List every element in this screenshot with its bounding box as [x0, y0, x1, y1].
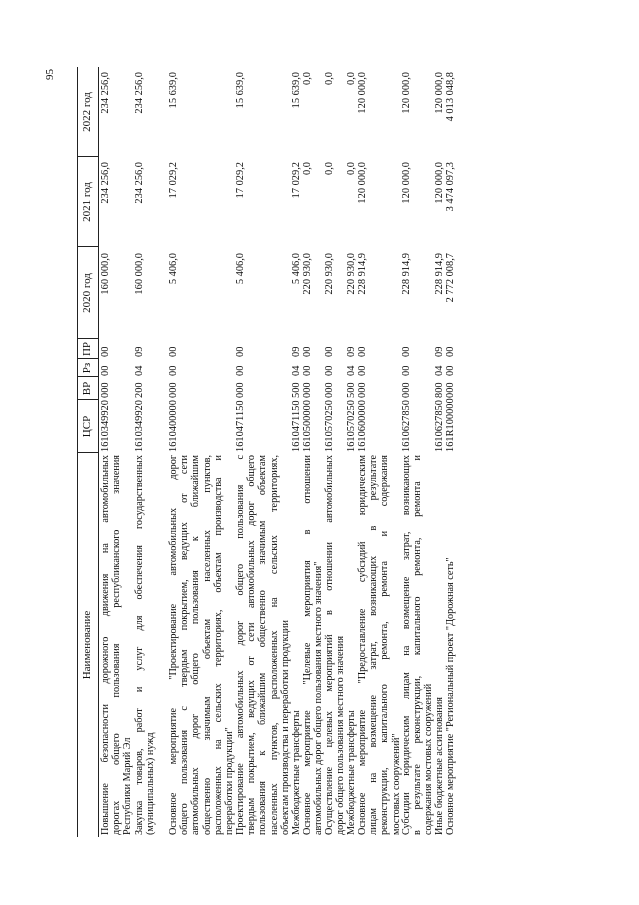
row-name-line: содержания мостовых сооружений: [423, 683, 435, 835]
row-csr: 1610570250: [324, 400, 335, 452]
row-name: [346, 455, 357, 835]
row-2021-value: 17 029,2: [235, 162, 246, 199]
row-2020-value: 2 772 008,7: [445, 253, 456, 303]
row-2021-value: 0,0: [346, 162, 357, 175]
row-2020-value: 160 000,0: [134, 253, 145, 295]
row-csr: 161R100000: [445, 398, 456, 452]
row-name-line: Закупка товаров, работ и услуг для обеспечения государственных: [134, 455, 145, 835]
row-rz: 00: [445, 365, 456, 376]
row-pr: 00: [235, 346, 246, 357]
row-rz: 00: [100, 365, 111, 376]
row-2022-value: 4 013 048,8: [445, 72, 456, 122]
row-rz: 00: [168, 365, 179, 376]
row-2022-value: 234 256,0: [134, 72, 145, 114]
row-2020-value: 5 406,0: [291, 253, 302, 285]
row-vr: 000: [357, 382, 368, 398]
row-pr: 09: [434, 346, 445, 357]
row-name: [100, 455, 134, 835]
header-vr: ВР: [81, 381, 93, 396]
row-name-line: Межбюджетные трансферты: [291, 710, 302, 835]
row-2022-value: 15 639,0: [291, 72, 302, 109]
row-2022-value: 15 639,0: [168, 72, 179, 109]
row-2020-value: 160 000,0: [100, 253, 111, 295]
header-2021: 2021 год: [81, 182, 93, 222]
row-csr: 1610349920: [134, 400, 145, 452]
row-name-line: твердым покрытием, ведущих от сети автомобильных дорог общего: [246, 455, 258, 835]
page-number: 95: [44, 69, 56, 80]
row-pr: 09: [346, 346, 357, 357]
header-2022: 2022 год: [81, 92, 93, 132]
row-2022-value: 0,0: [346, 72, 357, 85]
row-name-line: Проектирование автомобильных дорог общего пользования с: [235, 455, 246, 835]
row-2020-value: 5 406,0: [235, 253, 246, 285]
row-vr: 500: [346, 382, 357, 398]
row-name-line: (муниципальных) нужд: [145, 732, 157, 835]
row-rz: 00: [302, 365, 313, 376]
row-2021-value: 3 474 097,3: [445, 162, 456, 212]
row-name-line: пользования к ближайшим общественно значимым объектам: [257, 455, 269, 835]
row-2020-value: 228 914,9: [357, 253, 368, 295]
row-name-line: Основное мероприятие "Проектирование автомобильных дорог: [168, 455, 179, 835]
row-2021-value: 17 029,2: [168, 162, 179, 199]
row-2021-value: 234 256,0: [134, 162, 145, 204]
row-name-line: лицам на возмещение затрат, возникающих в результате: [368, 455, 380, 835]
row-name: [324, 455, 346, 835]
row-name-line: переработки продукции": [224, 727, 236, 835]
row-pr: 00: [324, 346, 335, 357]
row-name: [445, 455, 456, 835]
row-pr: 00: [445, 346, 456, 357]
row-2022-value: 120 000,0: [434, 72, 445, 114]
row-2020-value: 220 930,0: [346, 253, 357, 295]
row-name-line: мостовых сооружений": [390, 733, 402, 835]
row-name: [168, 455, 235, 835]
row-name: [302, 455, 324, 835]
row-vr: 000: [445, 382, 456, 398]
row-name-line: автомобильных дорог общего пользования местного значения": [313, 561, 325, 835]
row-vr: 000: [235, 382, 246, 398]
row-rz: 00: [357, 365, 368, 376]
header-bottom-border: [98, 67, 99, 837]
row-2020-value: 5 406,0: [168, 253, 179, 285]
row-2021-value: 120 000,0: [401, 162, 412, 204]
row-name: [235, 455, 291, 835]
row-csr: 1610471150: [291, 400, 302, 452]
row-name: [357, 455, 402, 835]
row-vr: 500: [291, 382, 302, 398]
row-2021-value: 120 000,0: [357, 162, 368, 204]
row-name-line: расположенных на сельских территориях, объектам производства и: [212, 455, 224, 835]
row-vr: 000: [168, 382, 179, 398]
row-csr: 1610600000: [357, 400, 368, 452]
row-vr: 200: [134, 382, 145, 398]
row-name-line: реконструкции, капитального ремонта, ремонта и содержания: [379, 455, 391, 835]
row-pr: 00: [302, 346, 313, 357]
row-vr: 000: [100, 382, 111, 398]
header-rz: Рз: [81, 362, 93, 374]
row-name-line: дорогах общего пользования республиканского значения: [111, 455, 123, 835]
row-pr: 00: [401, 346, 412, 357]
row-2022-value: 15 639,0: [235, 72, 246, 109]
row-name-line: Межбюджетные трансферты: [346, 710, 357, 835]
row-name-line: общего пользования с твердым покрытием, ведущих от сети: [179, 455, 191, 835]
row-rz: 04: [346, 365, 357, 376]
row-name-line: объектам производства и переработки продукции: [279, 620, 291, 835]
row-name: [134, 455, 156, 835]
row-2021-value: 0,0: [324, 162, 335, 175]
row-name: [291, 455, 302, 835]
row-2021-value: 17 029,2: [291, 162, 302, 199]
row-2022-value: 120 000,0: [357, 72, 368, 114]
row-vr: 800: [434, 382, 445, 398]
row-csr: 1610570250: [346, 400, 357, 452]
row-2021-value: 234 256,0: [100, 162, 111, 204]
row-rz: 04: [291, 365, 302, 376]
header-pr: ПР: [81, 341, 93, 357]
row-2020-value: 220 930,0: [324, 253, 335, 295]
row-2020-value: 228 914,9: [401, 253, 412, 295]
row-2020-value: 220 930,0: [302, 253, 313, 295]
header-2020: 2020 год: [81, 273, 93, 313]
row-pr: 09: [134, 346, 145, 357]
row-name-line: общественно значимым объектам населенных пунктов,: [201, 455, 213, 835]
row-pr: 09: [291, 346, 302, 357]
row-2022-value: 234 256,0: [100, 72, 111, 114]
row-2022-value: 0,0: [302, 72, 313, 85]
row-name-line: Основное мероприятие "Предоставление субсидий юридическим: [357, 455, 368, 835]
row-name-line: Субсидии юридическим лицам на возмещение затрат, возникающих: [401, 455, 412, 835]
row-rz: 04: [134, 365, 145, 376]
row-name: [434, 455, 445, 835]
row-rz: 00: [235, 365, 246, 376]
row-name-line: Иные бюджетные ассигнования: [434, 697, 445, 835]
row-name-line: в результате реконструкции, капитального ремонта, ремонта и: [412, 455, 424, 835]
row-csr: 1610471150: [235, 400, 246, 452]
row-csr: 1610349920: [100, 400, 111, 452]
row-name-line: населенных пунктов, расположенных на сельских территориях,: [268, 455, 280, 835]
row-name-line: Основное мероприятие "Региональный проект "Дорожная сеть": [445, 557, 456, 835]
row-rz: 04: [434, 365, 445, 376]
row-name-line: Республики Марий Эл: [122, 737, 134, 835]
row-csr: 1610627850: [434, 400, 445, 452]
row-csr: 1610627850: [401, 400, 412, 452]
row-name-line: автомобильных дорог общего пользования к ближайшим: [190, 455, 202, 835]
row-name: [401, 455, 435, 835]
row-vr: 000: [324, 382, 335, 398]
header-name: Наименование: [81, 610, 93, 680]
header-csr: ЦСР: [81, 415, 93, 438]
row-2021-value: 0,0: [302, 162, 313, 175]
row-2022-value: 120 000,0: [401, 72, 412, 114]
row-pr: 00: [357, 346, 368, 357]
row-name-line: Осуществление целевых мероприятий в отношении автомобильных: [324, 455, 335, 835]
row-rz: 00: [401, 365, 412, 376]
row-2022-value: 0,0: [324, 72, 335, 85]
row-csr: 1610500000: [302, 400, 313, 452]
row-pr: 00: [168, 346, 179, 357]
row-pr: 00: [100, 346, 111, 357]
row-2021-value: 120 000,0: [434, 162, 445, 204]
row-name-line: дорог общего пользования местного значения: [335, 635, 347, 835]
row-rz: 00: [324, 365, 335, 376]
row-csr: 1610400000: [168, 400, 179, 452]
row-vr: 000: [401, 382, 412, 398]
row-vr: 000: [302, 382, 313, 398]
row-name-line: Повышение безопасности дорожного движения на автомобильных: [100, 455, 111, 835]
row-2020-value: 228 914,9: [434, 253, 445, 295]
row-name-line: Основное мероприятие "Целевые мероприятия в отношении: [302, 455, 313, 835]
